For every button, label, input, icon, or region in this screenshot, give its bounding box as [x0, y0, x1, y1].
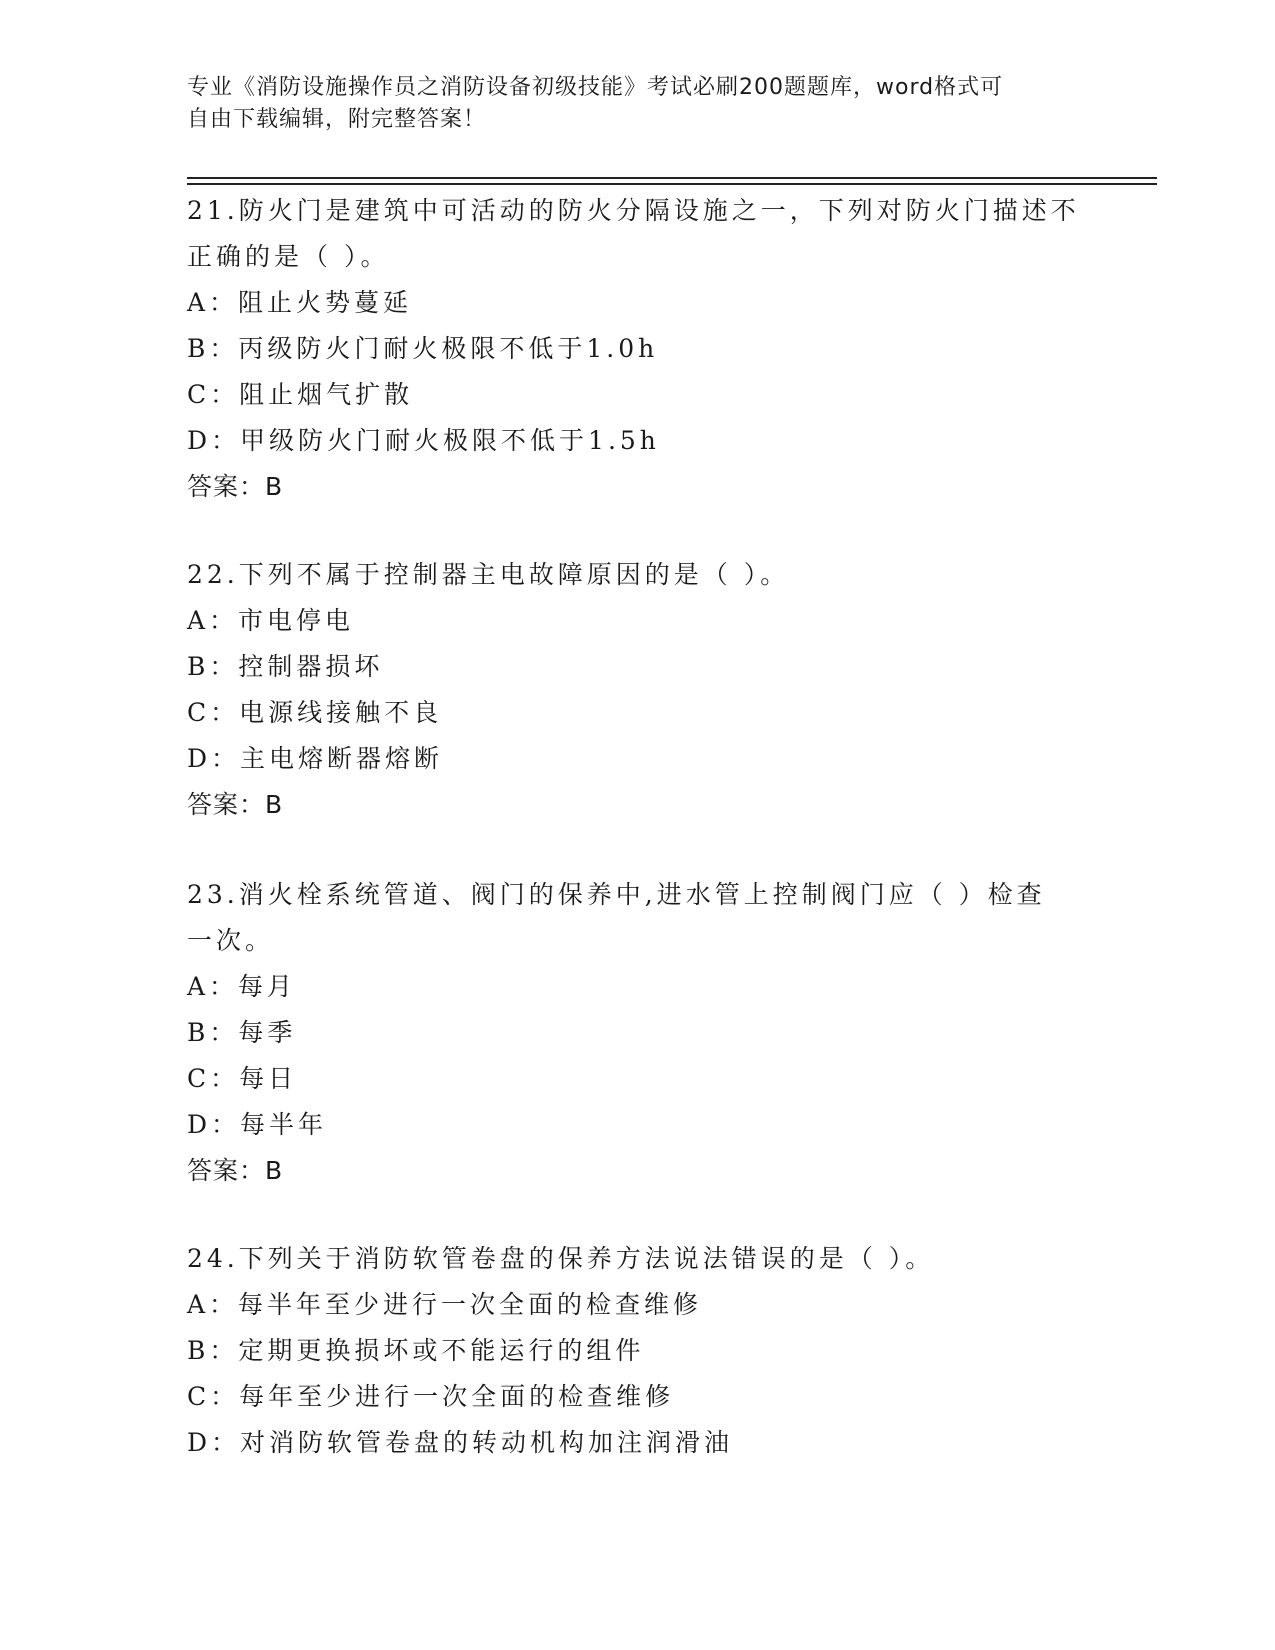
header-line-1: 专业《消防设施操作员之消防设备初级技能》考试必刷200题题库，word格式可	[187, 75, 1004, 100]
option-c: C：每日	[187, 1064, 298, 1093]
option-b: B：每季	[187, 1018, 297, 1047]
question-21	[187, 188, 1087, 510]
option-a: A：阻止火势蔓延	[187, 288, 413, 317]
option-b: B：控制器损坏	[187, 652, 384, 681]
answer: 答案：B	[187, 472, 284, 501]
option-b: B：丙级防火门耐火极限不低于1.0h	[187, 334, 659, 363]
question-stem: 21.防火门是建筑中可活动的防火分隔设施之一，下列对防火门描述不	[187, 196, 1080, 225]
option-b: B：定期更换损坏或不能运行的组件	[187, 1336, 645, 1365]
option-c: C：电源线接触不良	[187, 698, 443, 727]
question-stem-continued: 正确的是（ ）。	[187, 242, 390, 271]
option-c: C：每年至少进行一次全面的检查维修	[187, 1382, 675, 1411]
question-24	[187, 1236, 1087, 1466]
header-line-2: 自由下载编辑，附完整答案！	[187, 107, 487, 132]
option-a: A：每月	[187, 972, 297, 1001]
answer: 答案：B	[187, 1156, 284, 1185]
question-stem: 23.消火栓系统管道、阀门的保养中,进水管上控制阀门应（ ）检查	[187, 880, 1046, 909]
header-divider-bottom	[187, 183, 1157, 185]
question-stem: 22.下列不属于控制器主电故障原因的是（ ）。	[187, 560, 790, 589]
option-c: C：阻止烟气扩散	[187, 380, 414, 409]
option-d: D：对消防软管卷盘的转动机构加注润滑油	[187, 1428, 734, 1457]
question-23	[187, 872, 1087, 1194]
option-d: D：每半年	[187, 1110, 328, 1139]
header-divider-top	[187, 177, 1157, 179]
document-header	[187, 72, 1087, 136]
question-22	[187, 552, 1087, 828]
answer: 答案：B	[187, 790, 284, 819]
option-a: A：市电停电	[187, 606, 355, 635]
option-d: D：主电熔断器熔断	[187, 744, 444, 773]
question-stem: 24.下列关于消防软管卷盘的保养方法说法错误的是（ ）。	[187, 1244, 935, 1273]
option-d: D：甲级防火门耐火极限不低于1.5h	[187, 426, 660, 455]
option-a: A：每半年至少进行一次全面的检查维修	[187, 1290, 703, 1319]
question-stem-continued: 一次。	[187, 926, 275, 955]
